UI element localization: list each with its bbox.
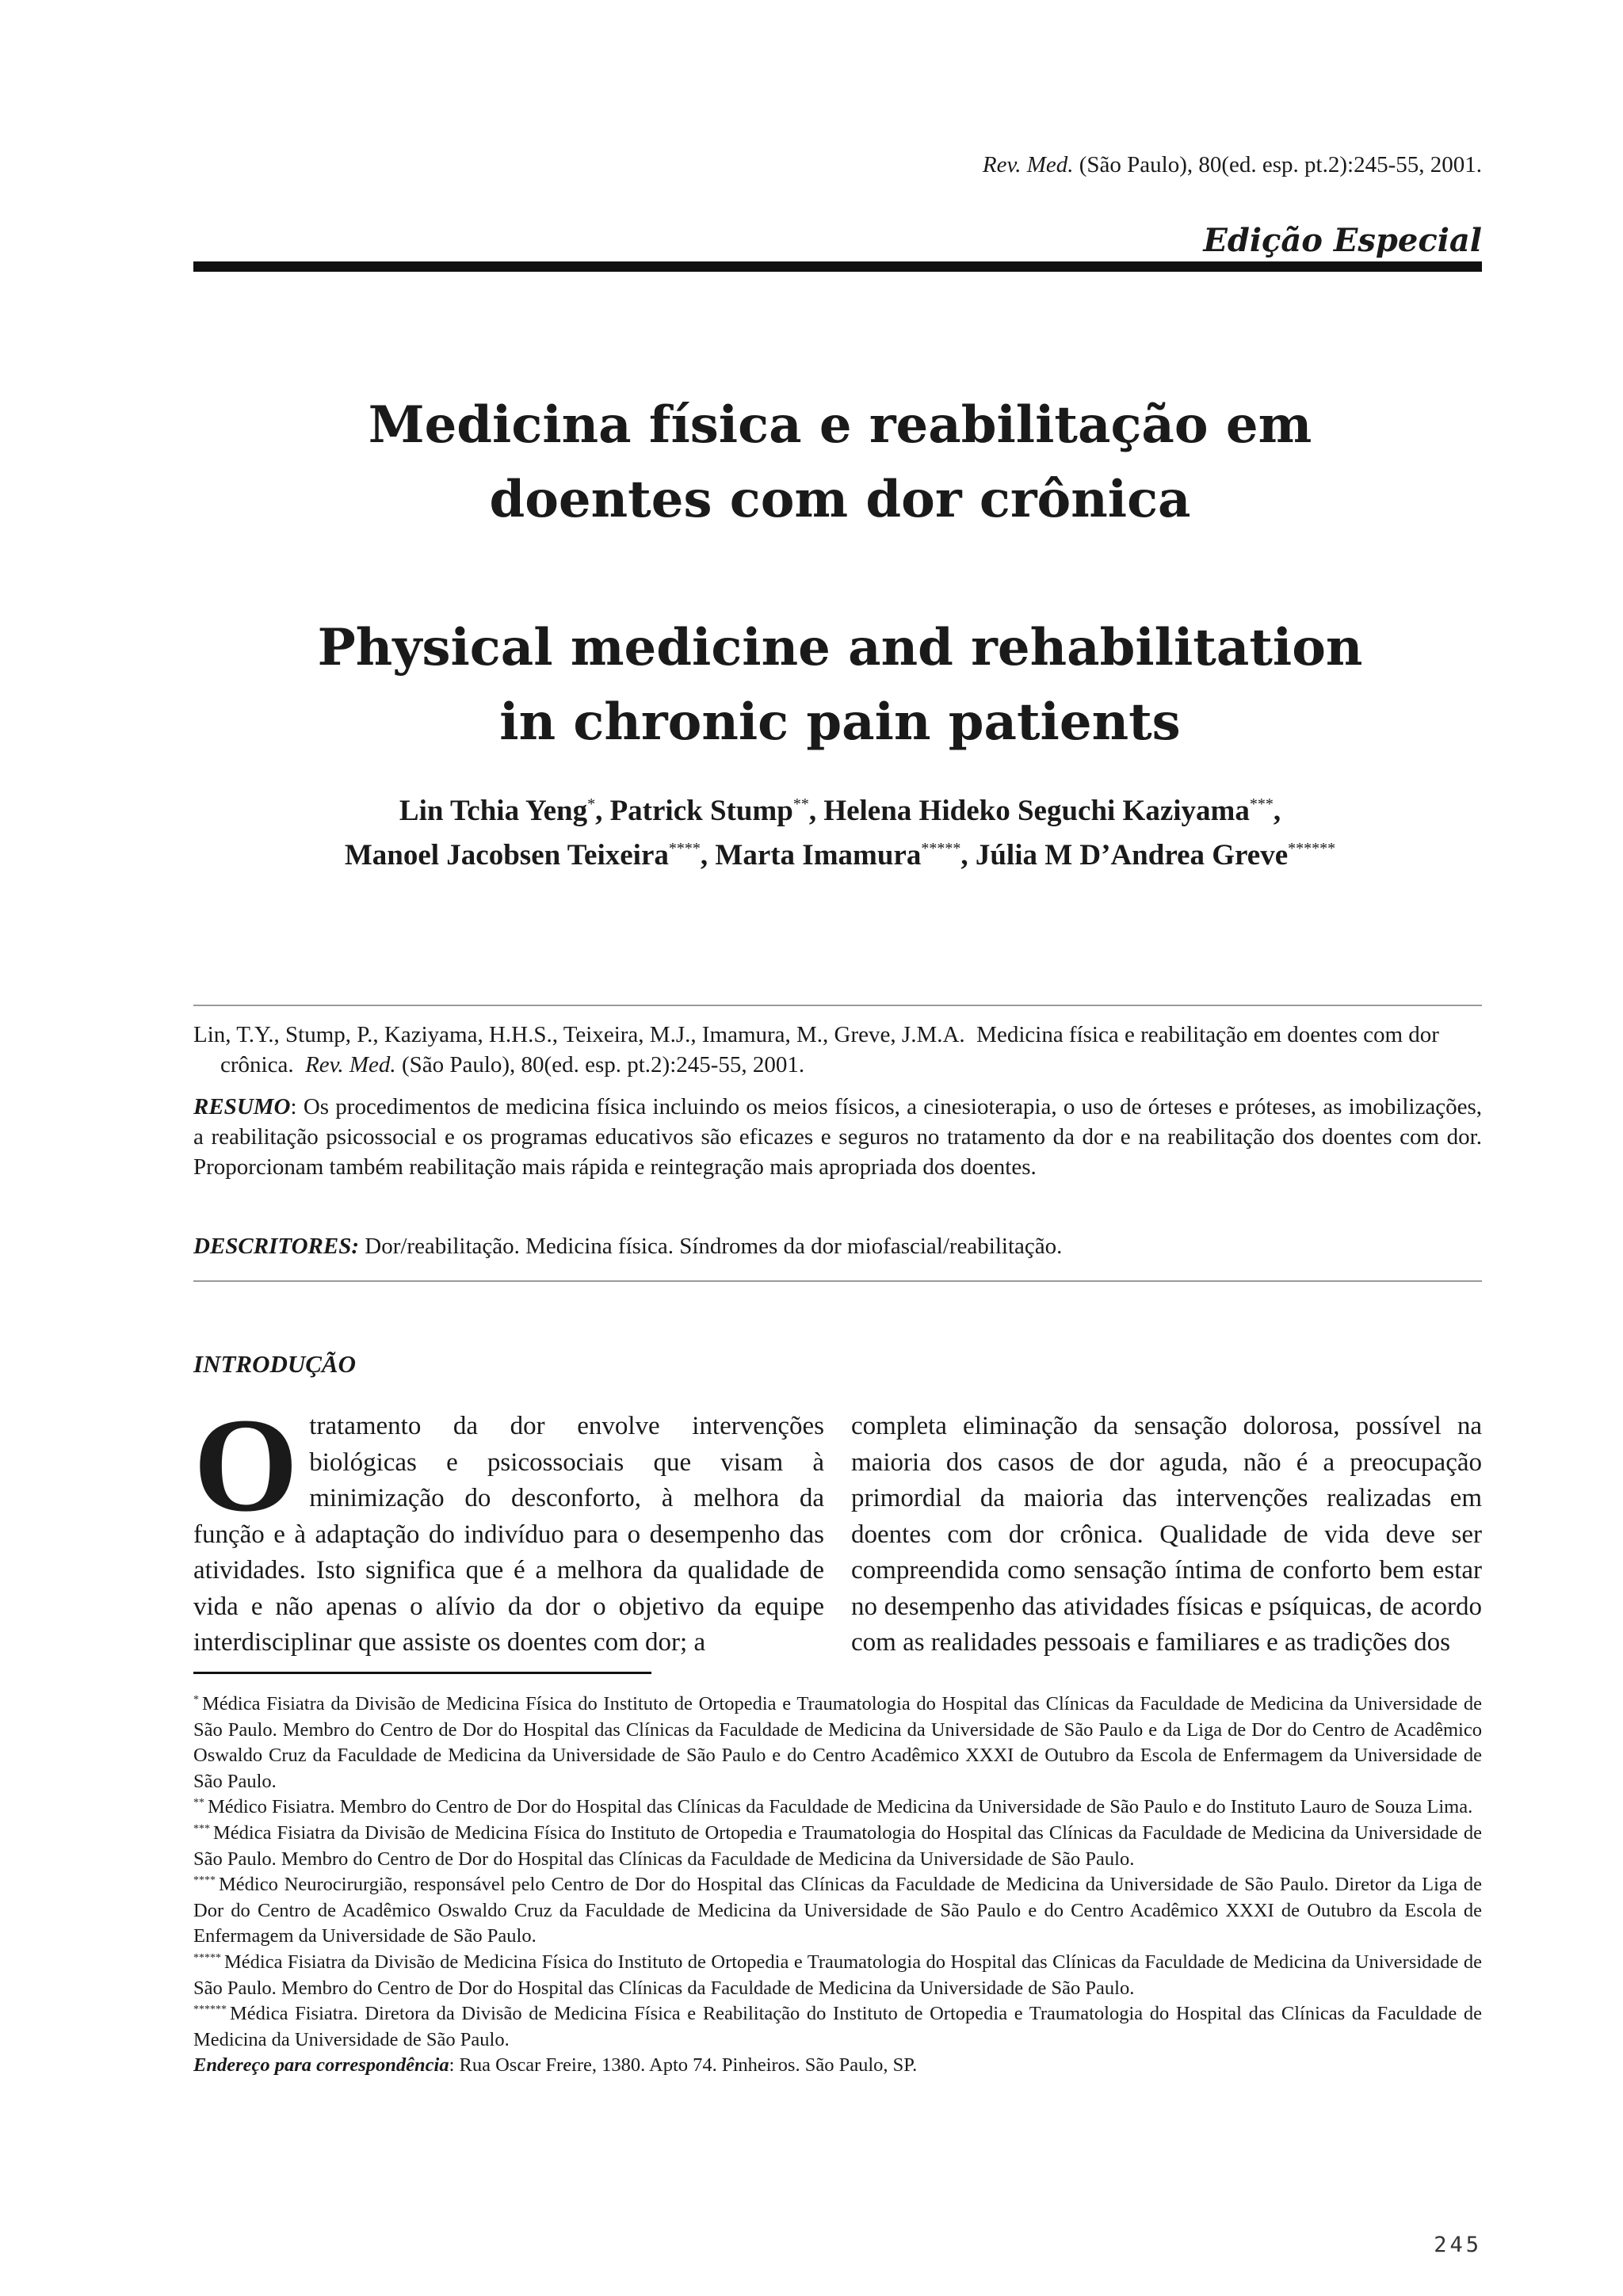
affiliation-mark: *** xyxy=(1249,795,1274,813)
abstract xyxy=(193,1092,1482,1182)
footnote: *** Médica Fisiatra da Divisão de Medicina Física do Instituto de Ortopedia e Traumatologia do Hospital das Clínicas da Faculdade de Medicina da Universidade de São Paulo. Membro do Centro de Dor do Hospital das Clínicas da Faculdade de Medicina da Universidade de São Paulo. xyxy=(193,1821,1482,1870)
footnote-rule xyxy=(193,1672,651,1674)
page-number: 245 xyxy=(1434,2233,1482,2257)
body-text-right: completa eliminação da sensação dolorosa, possível na maioria dos casos de dor aguda, não é a preocupação primordial da maioria das intervenções realizadas em doentes com dor crônica. Qualidade de vida deve ser compreendida como sensação íntima de conforto bem estar no desempenho das atividades físicas e psíquicas, de acordo com as realidades pessoais e familiares e as tradições dos xyxy=(851,1412,1482,1657)
footnote: **** Médico Neurocirurgião, responsável pelo Centro de Dor do Hospital das Clínicas da Faculdade de Medicina da Universidade de São Paulo. Diretor da Liga de Dor do Centro de Acadêmico Oswaldo Cruz da Faculdade de Medicina da Universidade de São Paulo e do Centro Acadêmico XXXI de Outubro da Escola de Enfermagem da Universidade de São Paulo. xyxy=(193,1874,1482,1947)
running-head xyxy=(193,152,1482,178)
section-heading-introduction: INTRODUÇÃO xyxy=(193,1350,356,1378)
title-portuguese xyxy=(158,388,1522,537)
author-name: Lin Tchia Yeng xyxy=(399,795,588,827)
keywords-label: DESCRITORES: xyxy=(193,1234,359,1259)
citation xyxy=(193,1020,1482,1080)
drop-cap: O xyxy=(193,1390,299,1539)
footnotes xyxy=(193,1691,1482,2079)
correspondence xyxy=(193,2053,1482,2079)
footnote-mark: * xyxy=(193,1694,199,1706)
author-name: Júlia M D’Andrea Greve xyxy=(975,839,1289,871)
affiliation-mark: * xyxy=(587,795,596,813)
title-en-line-1: Physical medicine and rehabilitation xyxy=(317,618,1363,677)
citation-issue: (São Paulo), 80(ed. esp. pt.2):245-55, 2001. xyxy=(401,1052,805,1077)
affiliation-mark: ***** xyxy=(921,840,961,857)
footnote-mark: **** xyxy=(193,1875,216,1887)
journal-abbrev: Rev. Med. xyxy=(982,152,1074,177)
footnote: ****** Médica Fisiatra. Diretora da Divisão de Medicina Física e Reabilitação do Instituto de Ortopedia e Traumatologia do Hospital das Clínicas da Faculdade de Medicina da Universidade de São Paulo. xyxy=(193,2003,1482,2050)
title-pt-line-2: doentes com dor crônica xyxy=(489,470,1191,529)
abstract-label: RESUMO xyxy=(193,1094,291,1119)
citation-authors: Lin, T.Y., Stump, P., Kaziyama, H.H.S., Teixeira, M.J., Imamura, M., Greve, J.M.A. xyxy=(193,1022,965,1047)
keywords xyxy=(193,1231,1482,1261)
journal-issue: (São Paulo), 80(ed. esp. pt.2):245-55, 2001. xyxy=(1079,152,1482,177)
author-line-1: Lin Tchia Yeng*, Patrick Stump**, Helena Hideko Seguchi Kaziyama***, xyxy=(399,795,1281,827)
author-name: Patrick Stump xyxy=(609,795,793,827)
author-name: Manoel Jacobsen Teixeira xyxy=(344,839,669,871)
body-text-left: tratamento da dor envolve intervenções biológicas e psicossociais que visam à minimização do desconforto, à melhora da função e à adaptação do indivíduo para o desempenho das atividades. Isto significa que é a melhora da qualidade de vida e não apenas o alívio da dor o objetivo da equipe interdisciplinar que assiste os doentes com dor; a xyxy=(193,1412,824,1657)
abstract-top-rule xyxy=(193,1005,1482,1006)
footnote-mark: *** xyxy=(193,1822,210,1835)
author-name: Helena Hideko Seguchi Kaziyama xyxy=(823,795,1250,827)
keywords-text: Dor/reabilitação. Medicina física. Síndromes da dor miofascial/reabilitação. xyxy=(359,1234,1063,1259)
footnote: * Médica Fisiatra da Divisão de Medicina Física do Instituto de Ortopedia e Traumatologia do Hospital das Clínicas da Faculdade de Medicina da Universidade de São Paulo. Membro do Centro de Dor do Hospital das Clínicas da Faculdade de Medicina da Universidade de São Paulo e da Liga de Dor do Centro de Acadêmico Oswaldo Cruz da Faculdade de Medicina da Universidade de São Paulo e do Centro Acadêmico XXXI de Outubro da Escola de Enfermagem da Universidade de São Paulo. xyxy=(193,1693,1482,1792)
body-column-left xyxy=(193,1390,824,1661)
title-english xyxy=(158,611,1522,760)
title-pt-line-1: Medicina física e reabilitação em xyxy=(368,395,1312,455)
affiliation-mark: ** xyxy=(792,795,809,813)
citation-title: Medicina física e reabilitação em doentes com dor crônica. xyxy=(220,1022,1439,1077)
correspondence-label: Endereço para correspondência xyxy=(193,2054,449,2077)
footnote-mark: ****** xyxy=(193,2004,227,2016)
author-name: Marta Imamura xyxy=(715,839,922,871)
affiliation-mark: ****** xyxy=(1288,840,1336,857)
footnote: ** Médico Fisiatra. Membro do Centro de Dor do Hospital das Clínicas da Faculdade de Medicina da Universidade de São Paulo e do Instituto Lauro de Souza Lima. xyxy=(193,1796,1473,1818)
section-label: Edição Especial xyxy=(1203,222,1482,259)
author-line-2: Manoel Jacobsen Teixeira****, Marta Imamura*****, Júlia M D’Andrea Greve****** xyxy=(344,839,1336,871)
top-rule xyxy=(193,261,1482,272)
body-column-right xyxy=(851,1409,1482,1661)
abstract-text: : Os procedimentos de medicina física incluindo os meios físicos, a cinesioterapia, o uso de órteses e próteses, as imobilizações, a reabilitação psicossocial e os programas educativos são eficazes e seguros no tratamento da dor e na reabilitação dos doentes com dor. Proporcionam também reabilitação mais rápida e reintegração mais apropriada dos doentes. xyxy=(193,1094,1482,1180)
footnote-mark: ***** xyxy=(193,1951,221,1964)
affiliation-mark: **** xyxy=(668,840,701,857)
correspondence-address: : Rua Oscar Freire, 1380. Apto 74. Pinheiros. São Paulo, SP. xyxy=(449,2054,918,2077)
author-list xyxy=(190,789,1490,878)
citation-journal: Rev. Med. xyxy=(305,1052,396,1077)
footnote: ***** Médica Fisiatra da Divisão de Medicina Física do Instituto de Ortopedia e Traumatologia do Hospital das Clínicas da Faculdade de Medicina da Universidade de São Paulo. Membro do Centro de Dor do Hospital das Clínicas da Faculdade de Medicina da Universidade de São Paulo. xyxy=(193,1951,1482,1999)
abstract-bottom-rule xyxy=(193,1280,1482,1282)
footnote-mark: ** xyxy=(193,1797,204,1810)
title-en-line-2: in chronic pain patients xyxy=(499,692,1181,752)
